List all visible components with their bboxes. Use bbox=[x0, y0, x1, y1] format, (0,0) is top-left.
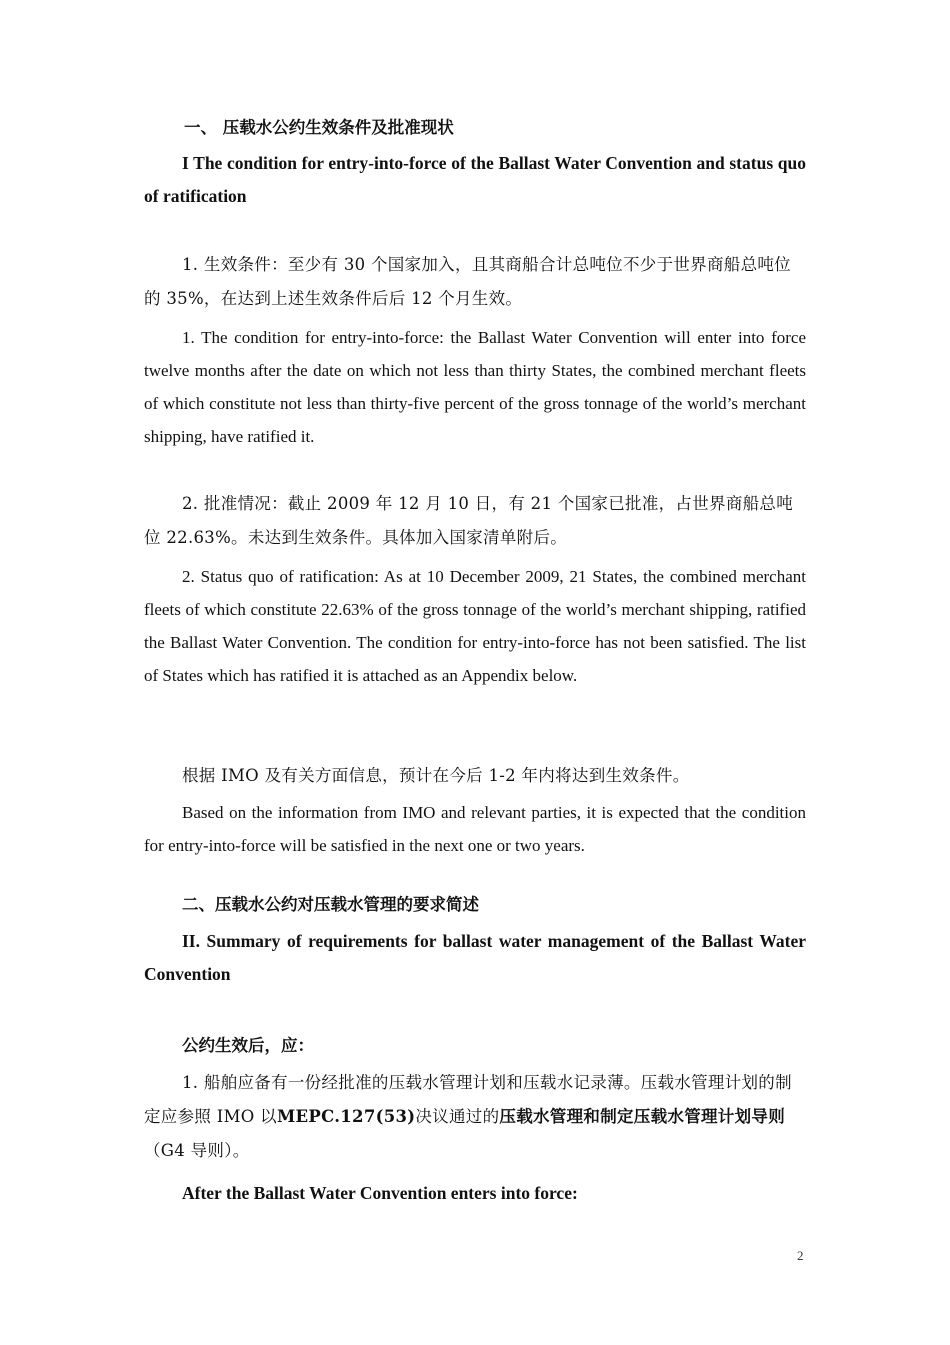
mepc-resolution-ref: MEPC.127(53) bbox=[276, 1107, 416, 1126]
item-2-en: 2. Status quo of ratification: As at 10 December 2009, 21 States, the combined merchant fleets of which constitute 22.63% of the gross tonnage of the world’s merchant shipping, ratified the Ballast Water Convention. The condition for entry-into-force has not been satisfied. The list of States which has ratified it is attached as an Appendix below. bbox=[144, 567, 806, 685]
section-1-heading-en: I The condition for entry-into-force of the Ballast Water Convention and status quo of ratification bbox=[144, 153, 806, 206]
section-2-intro-cn: 公约生效后，应： bbox=[182, 1036, 314, 1055]
page-number: 2 bbox=[797, 1248, 804, 1263]
item-text-part-c: （G4 导则）。 bbox=[144, 1141, 250, 1160]
note-en: Based on the information from IMO and relevant parties, it is expected that the condition for entry-into-force will be satisfied in the next one or two years. bbox=[144, 803, 806, 855]
note-cn: 根据 IMO 及有关方面信息，预计在今后 1-2 年内将达到生效条件。 bbox=[182, 766, 690, 785]
section-1-heading-cn: 一、 压载水公约生效条件及批准现状 bbox=[184, 118, 454, 137]
item-text-part-b: 决议通过的 bbox=[415, 1107, 500, 1126]
item-1-cn: 1. 生效条件：至少有 30 个国家加入，且其商船合计总吨位不少于世界商船总吨位的 35%，在达到上述生效条件后后 12 个月生效。 bbox=[144, 255, 791, 308]
item-2-cn: 2. 批准情况：截止 2009 年 12 月 10 日，有 21 个国家已批准，占世界商船总吨位 22.63%。未达到生效条件。具体加入国家清单附后。 bbox=[144, 494, 794, 547]
section-2-intro-en: After the Ballast Water Convention enters into force: bbox=[182, 1183, 578, 1203]
item-1-en: 1. The condition for entry-into-force: the Ballast Water Convention will enter into force twelve months after the date on which not less than thirty States, the combined merchant fleets of which constitute not less than thirty-five percent of the gross tonnage of the world’s merchant shipping, have ratified it. bbox=[144, 328, 806, 446]
section-2-item-1-cn bbox=[144, 1066, 806, 1168]
section-2-heading-cn: 二、压载水公约对压载水管理的要求简述 bbox=[182, 895, 479, 914]
section-2-heading-en: II. Summary of requirements for ballast water management of the Ballast Water Convention bbox=[144, 931, 806, 984]
g4-guideline-title: 压载水管理和制定压载水管理计划导则 bbox=[499, 1107, 785, 1126]
item-text-part-a: 1. 船舶应备有一份经批准的压载水管理计划和压载水记录薄。压载水管理计划的制定应参照 IMO 以 bbox=[144, 1073, 792, 1126]
